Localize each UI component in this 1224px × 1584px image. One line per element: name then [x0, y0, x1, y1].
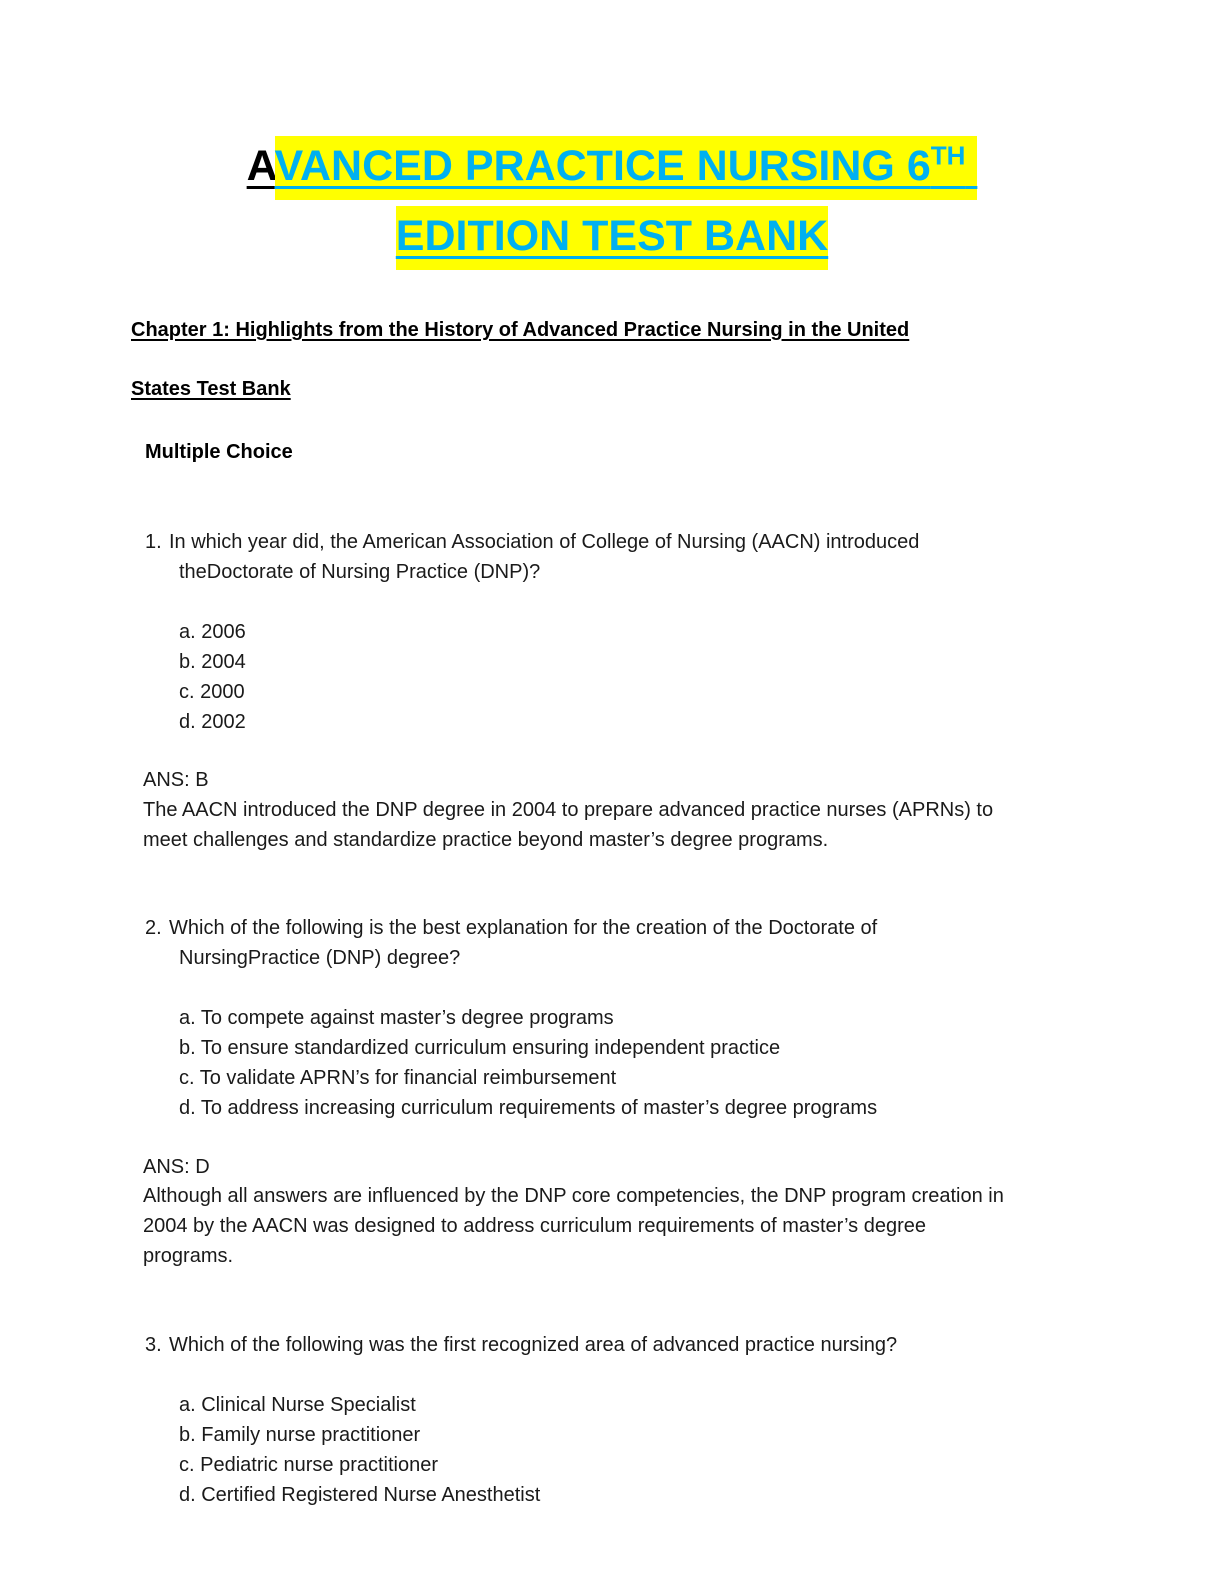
- title-line-1-text: VANCED PRACTICE NURSING 6: [274, 142, 931, 190]
- question-1-text-line-1: In which year did, the American Association of College of Nursing (AACN) introduced: [169, 531, 920, 553]
- title-superscript: TH: [930, 140, 966, 171]
- question-1-option-b: b. 2004: [179, 651, 246, 673]
- question-1-answer: ANS: B: [143, 769, 209, 791]
- question-1-explanation-line-1: The AACN introduced the DNP degree in 2004 to prepare advanced practice nurses (APRNs) to: [143, 799, 994, 821]
- question-1-text-line-2: theDoctorate of Nursing Practice (DNP)?: [179, 561, 541, 583]
- title-line-2-text: EDITION TEST BANK: [396, 206, 828, 270]
- question-1-explanation-line-2: meet challenges and standardize practice beyond master’s degree programs.: [143, 829, 829, 851]
- question-1-option-c: c. 2000: [179, 681, 245, 703]
- question-2-answer: ANS: D: [143, 1156, 210, 1178]
- question-3-option-c: c. Pediatric nurse practitioner: [179, 1454, 439, 1476]
- question-2-number: 2.: [145, 917, 162, 939]
- question-3-option-b: b. Family nurse practitioner: [179, 1424, 421, 1446]
- question-1-option-d: d. 2002: [179, 711, 246, 733]
- section-label: Multiple Choice: [145, 441, 293, 463]
- question-2-text-line-1: Which of the following is the best explanation for the creation of the Doctorate of: [169, 917, 878, 939]
- document-title-line-2: [0, 212, 1224, 260]
- question-3-text-line-1: Which of the following was the first recognized area of advanced practice nursing?: [169, 1334, 898, 1356]
- title-first-letter: A: [246, 142, 275, 190]
- question-2-option-b: b. To ensure standardized curriculum ensuring independent practice: [179, 1037, 781, 1059]
- question-3-option-a: a. Clinical Nurse Specialist: [179, 1394, 416, 1416]
- question-2-explanation-line-3: programs.: [143, 1245, 234, 1267]
- question-1-number: 1.: [145, 531, 162, 553]
- chapter-heading-line-2: States Test Bank: [131, 378, 291, 400]
- question-2-option-d: d. To address increasing curriculum requirements of master’s degree programs: [179, 1097, 878, 1119]
- question-2-option-c: c. To validate APRN’s for financial reimbursement: [179, 1067, 617, 1089]
- chapter-heading-line-1: Chapter 1: Highlights from the History of Advanced Practice Nursing in the United: [131, 319, 910, 341]
- question-2-explanation-line-1: Although all answers are influenced by the DNP core competencies, the DNP program creation in: [143, 1185, 1004, 1207]
- question-2-explanation-line-2: 2004 by the AACN was designed to address curriculum requirements of master’s degree: [143, 1215, 926, 1237]
- question-2-text-line-2: NursingPractice (DNP) degree?: [179, 947, 461, 969]
- document-title-line-1: [0, 140, 1224, 190]
- question-2-option-a: a. To compete against master’s degree programs: [179, 1007, 614, 1029]
- title-highlighted-text: [275, 136, 978, 200]
- question-3-number: 3.: [145, 1334, 162, 1356]
- question-1-option-a: a. 2006: [179, 621, 246, 643]
- question-3-option-d: d. Certified Registered Nurse Anesthetist: [179, 1484, 541, 1506]
